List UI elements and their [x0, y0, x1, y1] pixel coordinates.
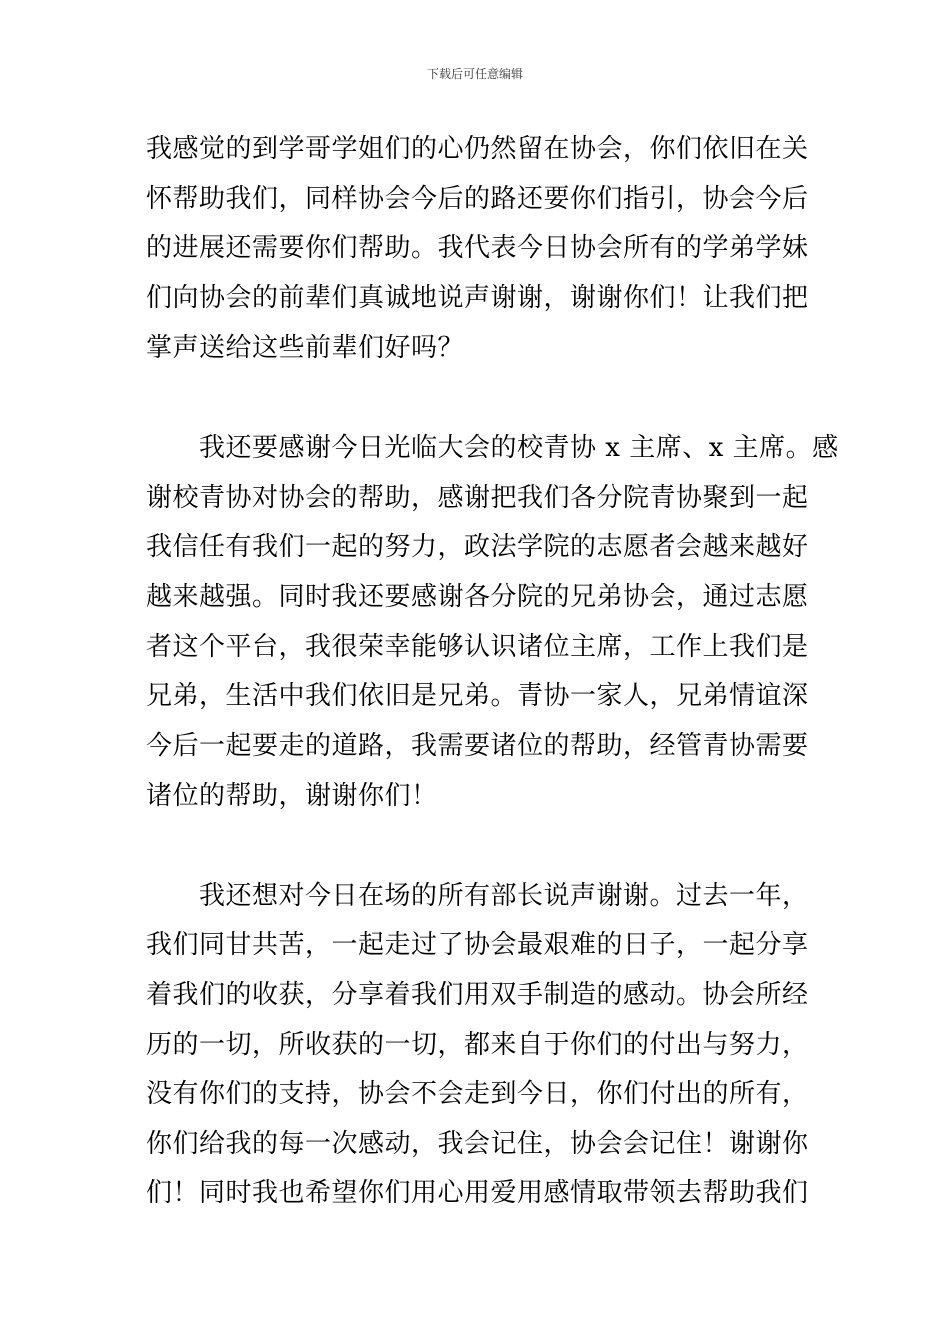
paragraph-2-line-7: 今后一起要走的道路，我需要诸位的帮助，经管青协需要	[146, 731, 809, 761]
paragraph-3-line-1: 我还想对今日在场的所有部长说声谢谢。过去一年，	[146, 881, 809, 911]
paragraph-2-line-3: 我信任有我们一起的努力，政法学院的志愿者会越来越好	[146, 532, 809, 562]
paragraph-3-line-6: 你们给我的每一次感动，我会记住，协会会记住！谢谢你	[146, 1129, 809, 1159]
paragraph-1-line-2: 怀帮助我们，同样协会今后的路还要你们指引，协会今后	[146, 184, 809, 214]
paragraph-1-line-3: 的进展还需要你们帮助。我代表今日协会所有的学弟学妹	[146, 233, 809, 263]
paragraph-1-line-4: 们向协会的前辈们真诚地说声谢谢，谢谢你们！让我们把	[146, 283, 809, 313]
paragraph-3-line-5: 没有你们的支持，协会不会走到今日，你们付出的所有，	[146, 1079, 809, 1109]
paragraph-1-line-5: 掌声送给这些前辈们好吗？	[146, 333, 465, 363]
page-header: 下载后可任意编辑	[426, 67, 523, 81]
paragraph-3-line-7: 们！同时我也希望你们用心用爱用感情取带领去帮助我们	[146, 1178, 809, 1208]
paragraph-2-line-6: 兄弟，生活中我们依旧是兄弟。青协一家人，兄弟情谊深	[146, 681, 809, 711]
paragraph-1-line-1: 我感觉的到学哥学姐们的心仍然留在协会，你们依旧在关	[146, 134, 809, 164]
paragraph-3-line-2: 我们同甘共苦，一起走过了协会最艰难的日子，一起分享	[146, 930, 809, 960]
paragraph-2-line-1: 我还要感谢今日光临大会的校青协 x 主席、x 主席。感	[146, 433, 839, 463]
paragraph-3-line-4: 历的一切，所收获的一切，都来自于你们的付出与努力，	[146, 1030, 809, 1060]
paragraph-2-line-2: 谢校青协对协会的帮助，感谢把我们各分院青协聚到一起	[146, 483, 809, 513]
paragraph-3-line-3: 着我们的收获，分享着我们用双手制造的感动。协会所经	[146, 980, 809, 1010]
paragraph-2-line-8: 诸位的帮助，谢谢你们！	[146, 781, 438, 811]
paragraph-2-line-4: 越来越强。同时我还要感谢各分院的兄弟协会，通过志愿	[146, 582, 809, 612]
paragraph-2-line-5: 者这个平台，我很荣幸能够认识诸位主席，工作上我们是	[146, 632, 809, 662]
